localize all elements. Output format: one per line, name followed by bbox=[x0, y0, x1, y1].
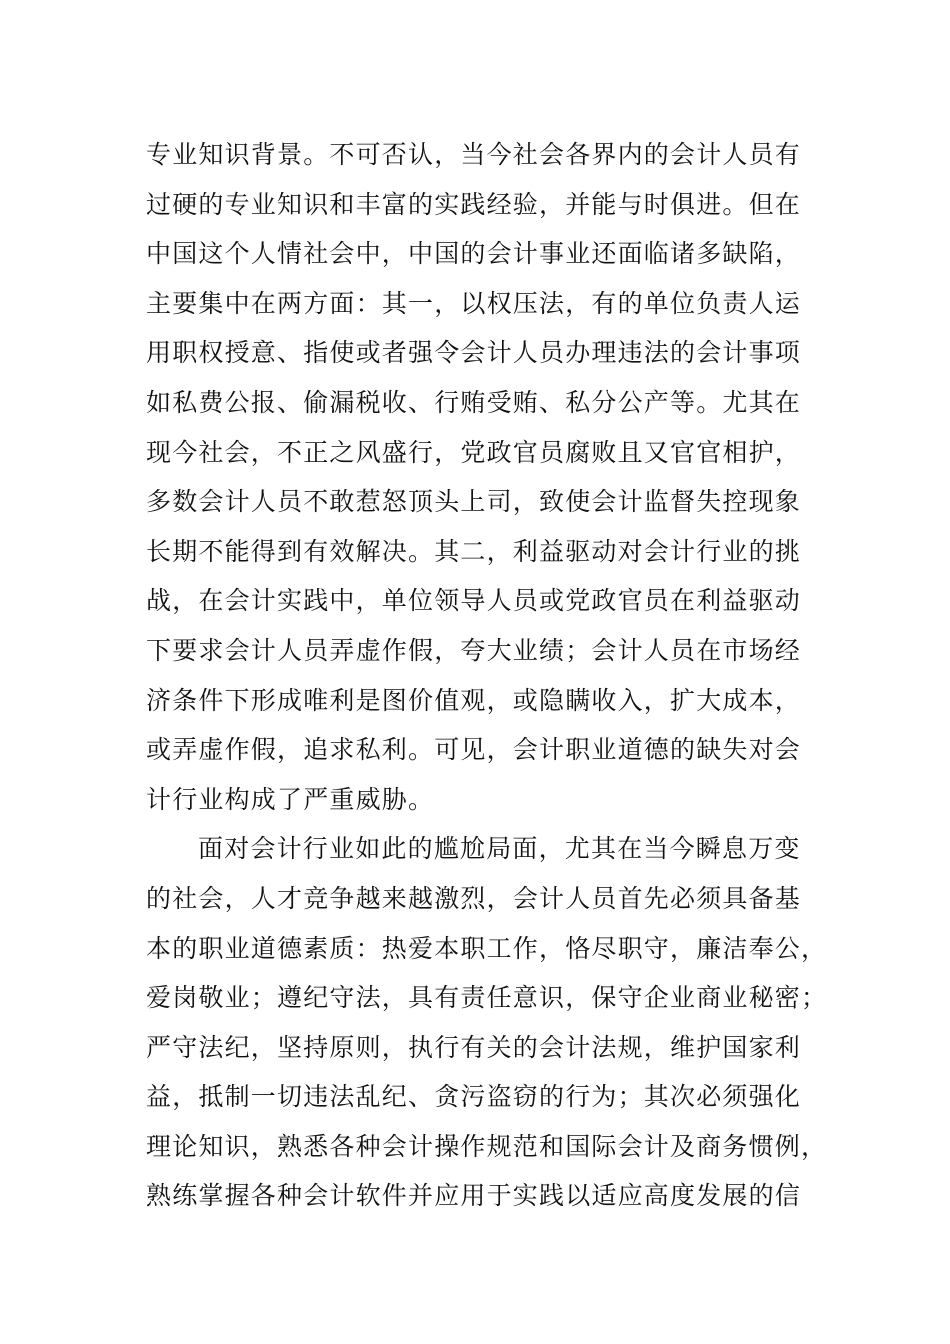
text-line: 或弄虚作假，追求私利。可见，会计职业道德的缺失对会 bbox=[146, 735, 802, 765]
paragraph-1 bbox=[146, 130, 846, 824]
text-line: 爱岗敬业；遵纪守法，具有责任意识，保守企业商业秘密； bbox=[146, 983, 828, 1013]
text-line: 下要求会计人员弄虚作假，夸大业绩；会计人员在市场经 bbox=[146, 635, 802, 665]
text-line: 多数会计人员不敢惹怒顶头上司，致使会计监督失控现象 bbox=[146, 487, 802, 517]
text-line: 现今社会，不正之风盛行，党政官员腐败且又官官相护， bbox=[146, 437, 802, 467]
text-line: 本的职业道德素质：热爱本职工作，恪尽职守，廉洁奉公， bbox=[146, 933, 828, 963]
body-text bbox=[146, 130, 846, 1221]
text-line: 中国这个人情社会中，中国的会计事业还面临诸多缺陷， bbox=[146, 239, 802, 269]
text-line: 主要集中在两方面：其一，以权压法，有的单位负责人运 bbox=[146, 288, 802, 318]
text-line: 的社会，人才竞争越来越激烈，会计人员首先必须具备基 bbox=[146, 883, 802, 913]
text-line: 专业知识背景。不可否认，当今社会各界内的会计人员有 bbox=[146, 140, 802, 169]
paragraph-2 bbox=[146, 824, 846, 1221]
text-line: 济条件下形成唯利是图价值观，或隐瞒收入，扩大成本， bbox=[146, 685, 802, 715]
text-line: 益，抵制一切违法乱纪、贪污盗窃的行为；其次必须强化 bbox=[146, 1082, 802, 1112]
text-line: 理论知识，熟悉各种会计操作规范和国际会计及商务惯例， bbox=[146, 1131, 828, 1161]
text-line: 熟练掌握各种会计软件并应用于实践以适应高度发展的信 bbox=[146, 1181, 802, 1211]
text-line: 过硬的专业知识和丰富的实践经验，并能与时俱进。但在 bbox=[146, 189, 802, 219]
text-line: 战，在会计实践中，单位领导人员或党政官员在利益驱动 bbox=[146, 586, 802, 616]
text-line: 面对会计行业如此的尴尬局面，尤其在当今瞬息万变 bbox=[198, 834, 801, 864]
text-line: 计行业构成了严重威胁。 bbox=[146, 784, 435, 814]
text-line: 用职权授意、指使或者强令会计人员办理违法的会计事项 bbox=[146, 338, 802, 368]
text-line: 严守法纪，坚持原则，执行有关的会计法规，维护国家利 bbox=[146, 1032, 802, 1062]
text-line: 如私费公报、偷漏税收、行贿受贿、私分公产等。尤其在 bbox=[146, 387, 802, 417]
text-line: 长期不能得到有效解决。其二，利益驱动对会计行业的挑 bbox=[146, 536, 802, 566]
